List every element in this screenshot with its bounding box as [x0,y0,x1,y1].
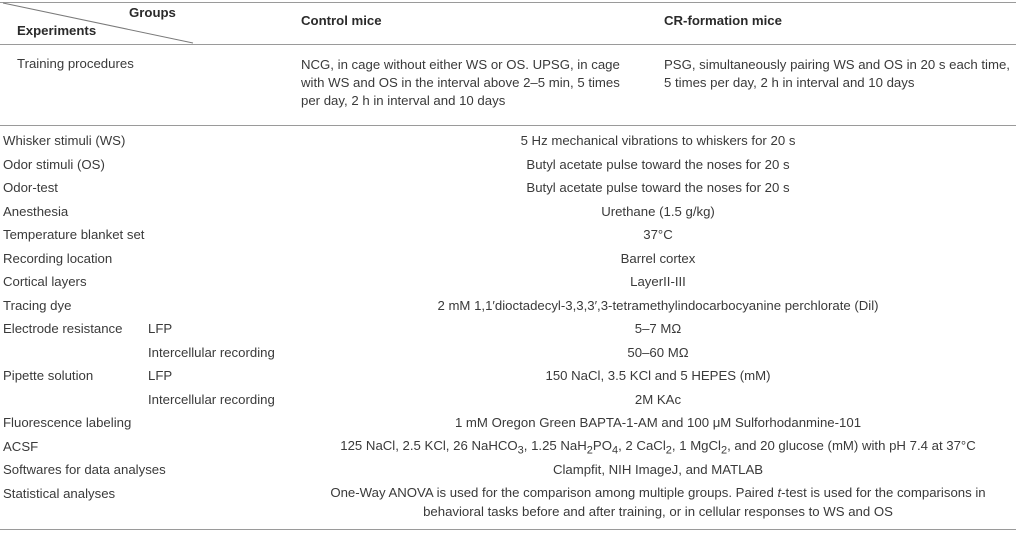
row-value: 150 NaCl, 3.5 KCl and 5 HEPES (mM) [545,368,771,383]
row-sublabel: LFP [148,368,173,383]
experiments-header: Experiments [17,23,97,38]
row-value: 5–7 MΩ [634,321,682,336]
row-value: 1 mM Oregon Green BAPTA-1-AM and 100 μM Sulforhodanmine-101 [454,415,862,430]
groups-header: Groups [129,5,176,20]
row-value: Urethane (1.5 g/kg) [601,203,715,219]
bottom-rule [0,529,1016,530]
row-value: LayerII-III [630,274,686,289]
acsf-value: 125 NaCl, 2.5 KCl, 26 NaHCO$_3$, 1.25 $NaH_2PO_4$, 2 CaCl$_2$, 1 MgCl$_2$, and 20 glucose (mM) with pH 7.4 at 37°C [340,438,976,457]
row-sublabel: Intercellular recording [148,344,275,360]
row-label: Electrode resistance [3,321,123,336]
training-cr-text: PSG, simultaneously pairing WS and OS in 20 s each time, 5 times per day, 2 h in interval and 10 days [664,57,1010,90]
row-label: Odor stimuli (OS) [3,156,105,172]
control-mice-header: Control mice [301,13,382,28]
stats-value-line1: One-Way ANOVA is used for the comparison among multiple groups. Paired t-test is used for the comparisons in [330,485,986,500]
row-value: Butyl acetate pulse toward the noses for 20 s [526,156,790,172]
row-value: 2 mM 1,1′dioctadecyl-3,3,3′,3-tetramethylindocarbocyanine perchlorate (Dil) [437,297,879,313]
training-control-text: NCG, in cage without either WS or OS. UPSG, in cage with WS and OS in the interval above 2–5 min, 5 times per day, 2 h in interval and 10 days [301,57,620,108]
row-sublabel: LFP [148,321,173,336]
row-value: Barrel cortex [620,250,696,266]
row-sublabel: Intercellular recording [148,391,275,407]
training-procedures-label: Training procedures [17,56,134,71]
row-value: 5 Hz mechanical vibrations to whiskers for 20 s [520,133,796,148]
stats-value-line2: behavioral tasks before and after training, or in cellular responses to WS and OS [423,504,893,519]
row-label: Tracing dye [3,297,72,313]
row-label: Pipette solution [3,368,94,383]
row-value: 2M KAc [634,391,682,407]
row-label: Softwares for data analyses [3,462,166,477]
row-value: 50–60 MΩ [627,344,689,360]
row-label: Temperature blanket set [3,227,145,242]
row-label: Odor-test [3,180,58,195]
row-label: Statistical analyses [3,485,116,501]
cr-formation-mice-header: CR-formation mice [664,13,782,28]
row-value: Clampfit, NIH ImageJ, and MATLAB [552,462,764,477]
row-label: ACSF [3,438,39,454]
row-label: Anesthesia [3,203,69,219]
row-label: Fluorescence labeling [3,415,132,430]
row-value: 37°C [643,227,673,242]
row-value: Butyl acetate pulse toward the noses for 20 s [526,180,790,195]
row-label: Whisker stimuli (WS) [3,133,126,148]
row-label: Cortical layers [3,274,87,289]
row-label: Recording location [3,250,113,266]
training-rule [0,125,1016,126]
